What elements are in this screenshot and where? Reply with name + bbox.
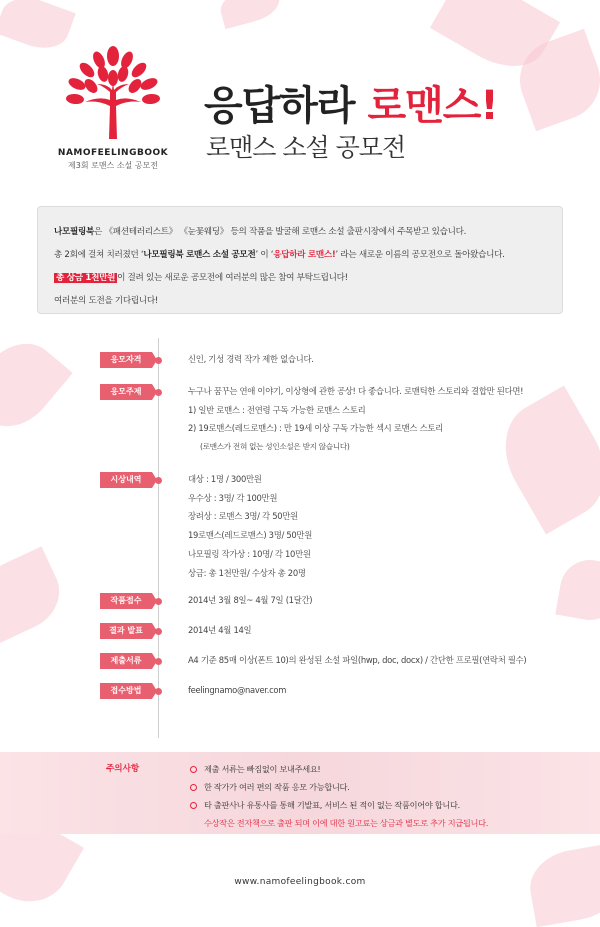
timeline-dot <box>155 477 162 484</box>
prize-item: 상금: 총 1천만원/ 수상자 총 20명 <box>188 567 306 578</box>
timeline-line <box>158 338 159 738</box>
prize-item: 대상 : 1명 / 300만원 <box>188 474 262 484</box>
prize-item: 나모필링 작가상 : 10명/ 각 10만원 <box>188 548 311 559</box>
label-method: 접수방법 <box>100 683 152 699</box>
results-text: 2014년 4월 14일 <box>188 625 252 635</box>
theme-note: (로맨스가 전혀 없는 성인소설은 받지 않습니다) <box>200 442 350 452</box>
edition-text: 제3회 로맨스 소설 공모전 <box>68 161 158 170</box>
decorative-petal <box>0 546 71 643</box>
intro-prize-highlight: 총 상금 1천만원 <box>56 273 116 283</box>
intro-line-2-e: ’ 라는 새로운 이름의 공모전으로 돌아왔습니다. <box>335 250 505 260</box>
intro-line-1-text: 은 《패션테러리스트》 《눈꽃웨딩》 등의 작품을 발굴해 로맨스 소설 출판시장에서 주목받고 있습니다. <box>94 227 467 237</box>
decorative-petal <box>217 0 284 29</box>
notice-title: 주의사항 <box>106 764 140 774</box>
intro-line-3-text: 이 걸려 있는 새로운 공모전에 여러분의 많은 참여 부탁드립니다! <box>117 273 348 283</box>
intro-line-1 <box>54 221 546 244</box>
footer-url[interactable]: www.namofeelingbook.com <box>234 877 366 887</box>
intro-line-2-c: ’ 이 ‘ <box>255 250 274 260</box>
timeline-dot <box>155 598 162 605</box>
intro-line-2 <box>54 244 546 267</box>
page-title <box>204 74 498 131</box>
notice-red-line: 수상작은 전자책으로 출판 되며 이에 대한 원고료는 상금과 별도로 추가 지급됩니다. <box>204 818 489 828</box>
theme-line-1: 누구나 꿈꾸는 연애 이야기, 이상형에 관한 공상! 다 좋습니다. 로맨틱한 스토리와 결합만 된다면! <box>188 386 524 396</box>
timeline-dot <box>155 628 162 635</box>
title-prefix: 응답하라 <box>204 83 368 129</box>
prize-item: 19로맨스(레드로맨스) 3명/ 50만원 <box>188 530 313 541</box>
label-results: 결과 발표 <box>100 623 152 639</box>
intro-contest-name: 나모필링북 로맨스 소설 공모전 <box>143 250 256 260</box>
timeline-dot <box>155 688 162 695</box>
decorative-petal <box>0 328 73 442</box>
prizes-list <box>188 470 312 582</box>
logo <box>48 44 178 171</box>
intro-brand: 나모필링북 <box>54 227 95 237</box>
intro-box <box>37 206 563 314</box>
label-prizes: 시상내역 <box>100 472 152 488</box>
submission-period-text: 2014년 3월 8일~ 4월 7일 (1달간) <box>188 595 313 605</box>
notice-item: 타 출판사나 유통사를 통해 기발표, 서비스 된 적이 없는 작품이어야 합니다. <box>190 796 488 814</box>
intro-new-name: 응답하라 로맨스! <box>273 250 336 260</box>
theme-content <box>188 382 523 457</box>
documents-text: A4 기준 85매 이상(폰트 10)의 완성된 소설 파일(hwp, doc, docx) / 간단한 프로필(연락처 필수) <box>188 655 527 665</box>
title-accent: 로맨스! <box>367 83 498 129</box>
tree-logo-icon <box>63 44 163 144</box>
timeline-dot <box>155 357 162 364</box>
theme-line-2: 1) 일반 로맨스 : 전연령 구독 가능한 로맨스 스토리 <box>188 404 366 415</box>
notice-item: 제출 서류는 빠짐없이 보내주세요! <box>190 760 488 778</box>
intro-line-3 <box>54 267 546 290</box>
prize-item: 장려상 : 로맨스 3명/ 각 50만원 <box>188 511 298 522</box>
timeline-dot <box>155 658 162 665</box>
method-email[interactable]: feelingnamo@naver.com <box>188 685 287 695</box>
label-eligibility: 응모자격 <box>100 352 152 368</box>
timeline-dot <box>155 389 162 396</box>
notice-list <box>190 760 488 832</box>
eligibility-text: 신인, 기성 경력 작가 제한 없습니다. <box>188 354 314 364</box>
decorative-petal <box>555 555 600 625</box>
page-subtitle: 로맨스 소설 공모전 <box>206 133 406 162</box>
brand-name: NAMOFEELINGBOOK <box>57 148 169 158</box>
prize-item: 우수상 : 3명/ 각 100만원 <box>188 492 278 503</box>
intro-line-2-a: 총 2회에 걸쳐 치러졌던 ‘ <box>54 250 144 260</box>
intro-line-4: 여러분의 도전을 기다립니다! <box>54 296 159 306</box>
notice-item: 한 작가가 여러 편의 작품 응모 가능합니다. <box>190 778 488 796</box>
theme-line-3: 2) 19로맨스(레드로맨스) : 만 19세 이상 구독 가능한 섹시 로맨스 스토리 <box>188 423 443 434</box>
label-theme: 응모주제 <box>100 384 152 400</box>
label-submission-period: 작품접수 <box>100 593 152 609</box>
label-documents: 제출서류 <box>100 653 152 669</box>
